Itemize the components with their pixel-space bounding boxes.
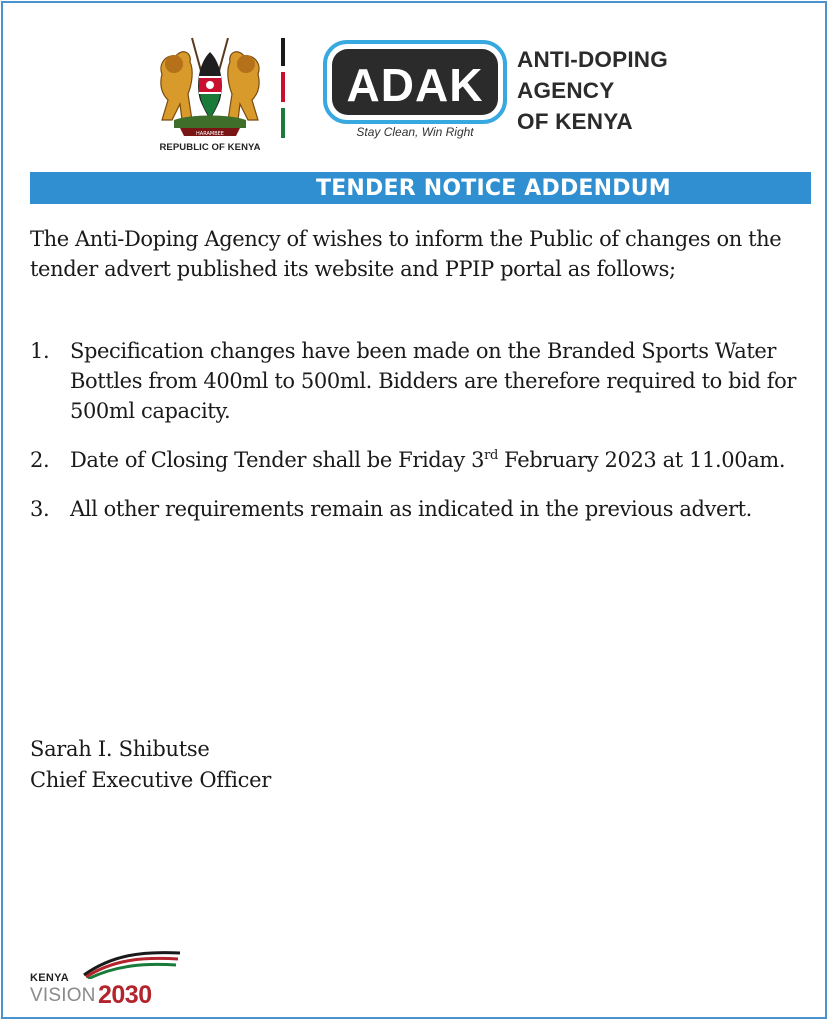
list-item-text: All other requirements remain as indicated in the previous advert.: [70, 497, 752, 521]
vision-swoosh-icon: [82, 947, 182, 979]
notice-title: TENDER NOTICE ADDENDUM: [316, 176, 671, 201]
list-item-text: Specification changes have been made on the Branded Sports Water Bottles from 400ml to 500ml. Bidders are therefore required to bid for 500ml capacity.: [70, 339, 797, 423]
intro-paragraph: The Anti-Doping Agency of wishes to inform the Public of changes on the tender advert published its website and PPIP portal as follows;: [30, 227, 782, 281]
notice-body: [30, 224, 820, 284]
vision-kenya-label: KENYA: [30, 972, 69, 984]
closing-date-text-rest: February 2023 at 11.00am.: [497, 448, 786, 472]
closing-date-text: Date of Closing Tender shall be Friday 3: [70, 448, 485, 472]
list-item: [30, 494, 820, 524]
signatory-name: Sarah I. Shibutse: [30, 737, 210, 761]
signature-block: [30, 734, 271, 796]
title-bar: [30, 172, 811, 204]
vision-word-label: VISION: [30, 985, 96, 1006]
agency-name: [517, 44, 668, 137]
vision-2030-logo: [30, 945, 180, 1009]
adak-logo: [323, 40, 507, 124]
adak-tagline: Stay Clean, Win Right: [356, 125, 474, 139]
list-item-number: 2.: [30, 448, 50, 472]
coat-of-arms-icon: [152, 34, 268, 140]
agency-name-line: ANTI-DOPING: [517, 47, 668, 72]
list-item: [30, 336, 820, 426]
list-item-number: 1.: [30, 339, 50, 363]
vision-year-label: 2030: [98, 981, 152, 1009]
coat-of-arms: [146, 34, 274, 158]
signatory-title: Chief Executive Officer: [30, 768, 271, 792]
coat-caption: REPUBLIC OF KENYA: [159, 142, 261, 153]
list-item-number: 3.: [30, 497, 50, 521]
agency-name-line: AGENCY: [517, 78, 615, 103]
list-item: [30, 445, 820, 475]
svg-text:HARAMBEE: HARAMBEE: [196, 131, 224, 137]
agency-name-line: OF KENYA: [517, 109, 633, 134]
list-item-text: [70, 448, 785, 472]
ordinal-suffix: rd: [484, 448, 498, 463]
kenya-flag-stripe: [281, 38, 285, 138]
changes-list: [30, 336, 820, 543]
adak-logo-text: ADAK: [346, 59, 484, 111]
